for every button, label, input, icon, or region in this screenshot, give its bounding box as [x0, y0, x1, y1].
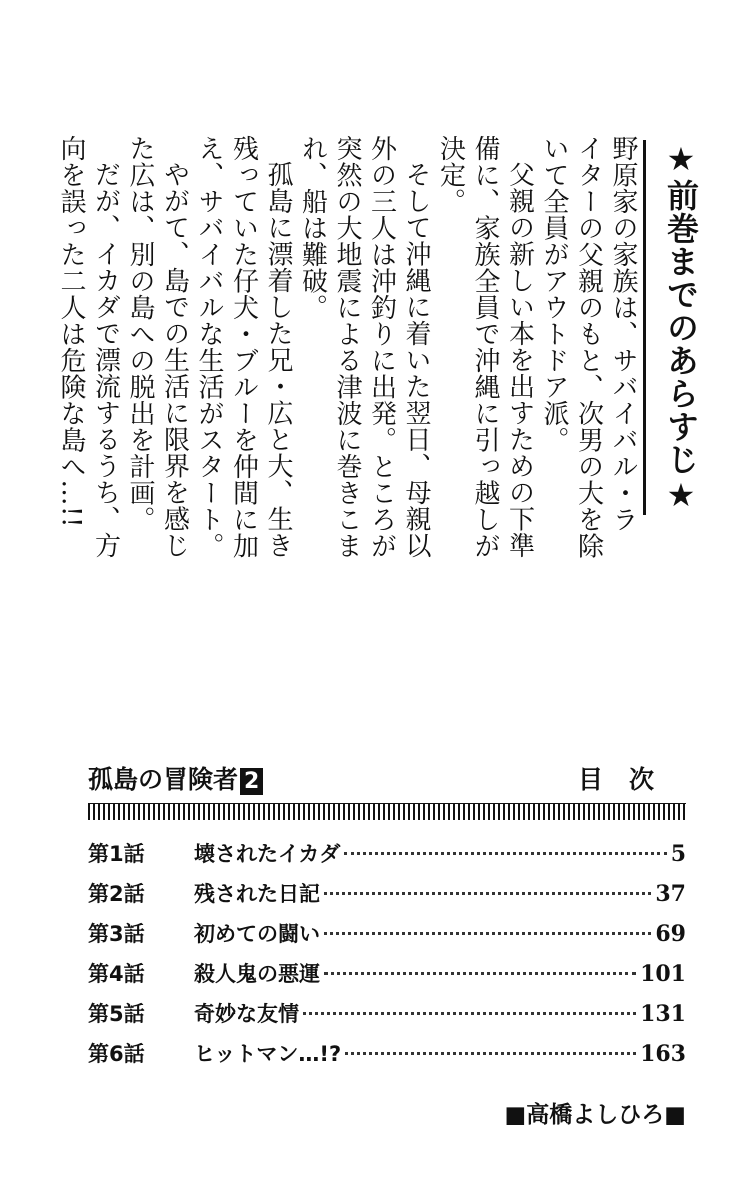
dot-leader — [324, 892, 651, 895]
chapter-title: 奇妙な友情 — [194, 1002, 299, 1026]
synopsis-line: た広は、別の島への脱出を計画。 — [125, 135, 155, 533]
chapter-page: 69 — [655, 921, 686, 947]
chapter-row[interactable] — [88, 958, 686, 998]
synopsis-line: 向を誤った二人は危険な島へ…!! — [56, 135, 86, 528]
chapter-number: 第3話 — [88, 922, 145, 946]
synopsis-line: いて全員がアウトドア派。 — [539, 135, 569, 453]
volume-badge: 2 — [240, 768, 263, 795]
synopsis-line: 外の三人は沖釣りに出発。ところが — [366, 135, 397, 559]
chapter-title: 壊されたイカダ — [194, 842, 341, 866]
chapter-row[interactable] — [88, 998, 686, 1038]
synopsis-line: やがて、島での生活に限界を感じ — [159, 161, 190, 559]
dot-leader — [303, 1012, 636, 1015]
chapter-title: ヒットマン…!? — [194, 1042, 342, 1066]
synopsis-line: 父親の新しい本を出すための下準 — [504, 161, 535, 559]
synopsis-divider — [643, 140, 646, 515]
book-title — [88, 760, 263, 796]
chapter-page: 37 — [655, 881, 686, 907]
synopsis-section — [56, 135, 640, 559]
chapter-title: 残された日記 — [194, 882, 320, 906]
chapter-page: 131 — [640, 1001, 686, 1027]
chapter-row[interactable] — [88, 878, 686, 918]
synopsis-line: 突然の大地震による津波に巻きこま — [332, 135, 362, 559]
synopsis-line: イターの父親のもと、次男の大を除 — [573, 135, 604, 559]
chapter-number: 第1話 — [88, 842, 145, 866]
synopsis-text — [56, 135, 640, 559]
author-credit: ■高橋よしひろ■ — [504, 1102, 686, 1128]
chapter-number: 第5話 — [88, 1002, 145, 1026]
table-of-contents — [88, 760, 686, 1078]
chapter-page: 163 — [640, 1041, 686, 1067]
synopsis-line: 決定。 — [435, 135, 466, 215]
synopsis-line: 孤島に漂着した兄・広と大、生き — [263, 161, 293, 559]
chapter-page: 101 — [640, 961, 686, 987]
dot-leader — [324, 972, 636, 975]
chapter-number: 第6話 — [88, 1042, 145, 1066]
synopsis-line: そして沖縄に着いた翌日、母親以 — [401, 161, 431, 559]
dot-leader — [344, 852, 666, 855]
chapter-row[interactable] — [88, 918, 686, 958]
chapter-row[interactable] — [88, 838, 686, 878]
dot-leader — [324, 932, 651, 935]
synopsis-line: れ、船は難破。 — [297, 135, 328, 321]
synopsis-line: 備に、家族全員で沖縄に引っ越しが — [470, 135, 500, 559]
synopsis-line: 野原家の家族は、サバイバル・ラ — [608, 135, 638, 533]
synopsis-heading: ★前巻までのあらすじ★ — [662, 140, 700, 515]
tick-rule-divider — [88, 803, 686, 820]
chapter-page: 5 — [670, 841, 686, 867]
synopsis-line: え、サバイバルな生活がスタート。 — [194, 135, 224, 559]
chapter-row[interactable] — [88, 1038, 686, 1078]
chapter-number: 第2話 — [88, 882, 145, 906]
chapter-number: 第4話 — [88, 962, 145, 986]
book-title-text: 孤島の冒険者 — [88, 765, 239, 794]
dot-leader — [345, 1052, 636, 1055]
toc-label: 目次 — [577, 765, 680, 794]
toc-header — [88, 760, 686, 800]
synopsis-line: 残っていた仔犬・ブルーを仲間に加 — [228, 135, 259, 559]
chapter-list — [88, 838, 686, 1078]
synopsis-line: だが、イカダで漂流するうち、方 — [90, 161, 121, 559]
chapter-title: 殺人鬼の悪運 — [194, 962, 320, 986]
chapter-title: 初めての闘い — [194, 922, 320, 946]
